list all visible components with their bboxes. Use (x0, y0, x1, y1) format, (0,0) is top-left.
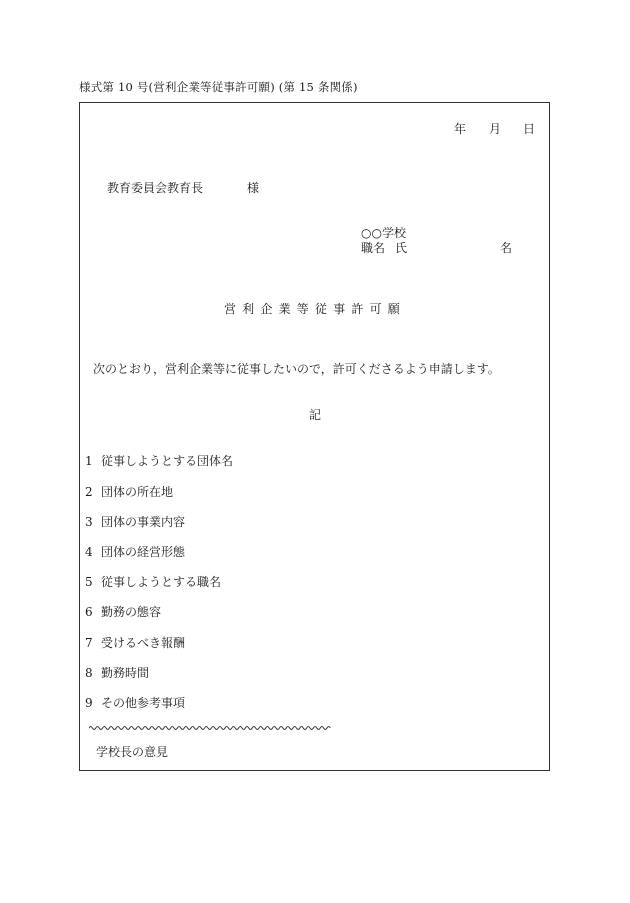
item-label: 勤務時間 (101, 666, 150, 680)
date-month-label: 月 (489, 122, 502, 136)
item-label: 従事しようとする団体名 (101, 454, 234, 468)
item-number: 8 (85, 666, 93, 680)
date-day-label: 日 (523, 122, 536, 136)
list-item (85, 486, 173, 498)
wavy-divider (89, 724, 333, 732)
item-number: 3 (85, 515, 93, 529)
applicant-name-label: 氏 (395, 241, 408, 255)
ki-label: 記 (308, 408, 321, 422)
item-number: 1 (85, 454, 93, 468)
addressee-name: 教育委員会教育長 (107, 181, 204, 195)
applicant-position-label: 職名 (361, 241, 386, 255)
item-label: 従事しようとする職名 (101, 575, 222, 589)
item-label: 団体の経営形態 (101, 545, 186, 559)
item-label: 団体の所在地 (101, 485, 174, 499)
list-item (85, 606, 161, 618)
list-item (85, 697, 185, 709)
list-item (85, 637, 185, 649)
request-text: 次のとおり，営利企業等に従事したいので，許可くださるよう申請します。 (93, 362, 500, 376)
list-item (85, 546, 185, 558)
item-number: 2 (85, 485, 93, 499)
applicant-school: ○○学校 (361, 226, 406, 240)
item-number: 9 (85, 696, 93, 710)
item-label: 団体の事業内容 (101, 515, 186, 529)
item-label: その他参考事項 (101, 696, 186, 710)
list-item (85, 455, 233, 467)
list-item (85, 667, 149, 679)
principal-opinion-label: 学校長の意見 (96, 745, 169, 759)
form-title: 様式第 10 号(営利企業等従事許可願) (第 15 条関係) (79, 80, 358, 94)
item-number: 6 (85, 605, 93, 619)
list-item (85, 516, 185, 528)
item-number: 7 (85, 636, 93, 650)
date-year-label: 年 (454, 122, 467, 136)
list-item (85, 576, 221, 588)
form-frame (79, 102, 550, 771)
addressee-honorific: 様 (247, 181, 260, 195)
document-heading: 営利企業等従事許可願 (223, 302, 406, 316)
item-label: 受けるべき報酬 (101, 636, 186, 650)
item-number: 5 (85, 575, 93, 589)
applicant-name-suffix: 名 (500, 241, 513, 255)
item-label: 勤務の態容 (101, 605, 162, 619)
item-number: 4 (85, 545, 93, 559)
